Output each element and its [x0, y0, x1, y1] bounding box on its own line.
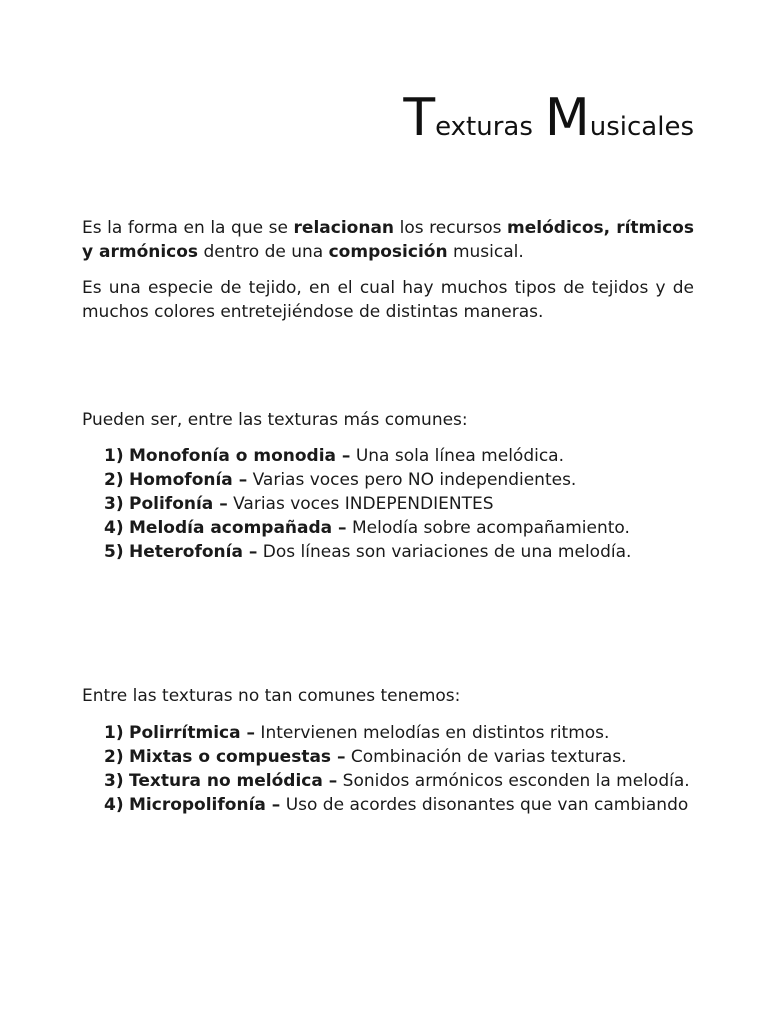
title-word-musicales-rest: usicales: [589, 112, 694, 142]
list-item-number: 2): [104, 747, 124, 767]
definition-text-1: Es la forma en la que se: [82, 218, 294, 238]
definition-bold-recursos: melódicos, rítmicos y armónicos: [82, 218, 694, 262]
list-item-term: Textura no melódica –: [129, 771, 338, 791]
list-item: [104, 540, 704, 564]
title-initial-t: T: [403, 88, 436, 148]
common-textures-intro: Pueden ser, entre las texturas más comunes:: [82, 410, 468, 430]
list-item-term: Micropolifonía –: [129, 795, 281, 815]
list-item: [104, 492, 704, 516]
title-word-texturas-rest: exturas: [435, 112, 533, 142]
list-item: [104, 516, 704, 540]
definition-text-3: dentro de una: [198, 242, 329, 262]
list-item-term: Polirrítmica –: [129, 723, 256, 743]
list-item-number: 3): [104, 771, 124, 791]
page-title: [403, 88, 694, 148]
list-item-description: Uso de acordes disonantes que van cambiando: [280, 795, 689, 815]
list-item-description: Una sola línea melódica.: [350, 446, 565, 466]
tejido-paragraph: Es una especie de tejido, en el cual hay muchos tipos de tejidos y de muchos colores entretejiéndose de distintas maneras.: [82, 278, 694, 322]
list-item-term: Mixtas o compuestas –: [129, 747, 346, 767]
uncommon-textures-list: [104, 721, 704, 817]
list-item-description: Varias voces pero NO independientes.: [247, 470, 577, 490]
definition-text-2: los recursos: [394, 218, 508, 238]
list-item-number: 1): [104, 446, 124, 466]
list-item-description: Melodía sobre acompañamiento.: [346, 518, 630, 538]
list-item-term: Heterofonía –: [129, 542, 258, 562]
list-item-description: Intervienen melodías en distintos ritmos.: [255, 723, 610, 743]
list-item-number: 4): [104, 518, 124, 538]
definition-bold-composicion: composición: [328, 242, 448, 262]
definition-text-4: musical.: [447, 242, 524, 262]
list-item-description: Sonidos armónicos esconden la melodía.: [337, 771, 690, 791]
list-item: [104, 444, 704, 468]
list-item-term: Melodía acompañada –: [129, 518, 347, 538]
list-item-description: Dos líneas son variaciones de una melodía.: [257, 542, 632, 562]
list-item: [104, 745, 704, 769]
definition-paragraph: [82, 216, 694, 264]
list-item: [104, 793, 704, 817]
list-item-description: Varias voces INDEPENDIENTES: [227, 494, 494, 514]
title-initial-m: M: [544, 88, 590, 148]
list-item-number: 4): [104, 795, 124, 815]
definition-bold-relacionan: relacionan: [293, 218, 395, 238]
list-item-number: 2): [104, 470, 124, 490]
list-item-term: Homofonía –: [129, 470, 248, 490]
list-item-term: Monofonía o monodia –: [129, 446, 351, 466]
list-item: [104, 769, 704, 793]
list-item-number: 1): [104, 723, 124, 743]
uncommon-textures-intro: Entre las texturas no tan comunes tenemos:: [82, 686, 461, 706]
list-item-number: 3): [104, 494, 124, 514]
list-item-description: Combinación de varias texturas.: [345, 747, 627, 767]
list-item: [104, 721, 704, 745]
common-textures-list: [104, 444, 704, 564]
list-item-term: Polifonía –: [129, 494, 228, 514]
list-item-number: 5): [104, 542, 124, 562]
list-item: [104, 468, 704, 492]
